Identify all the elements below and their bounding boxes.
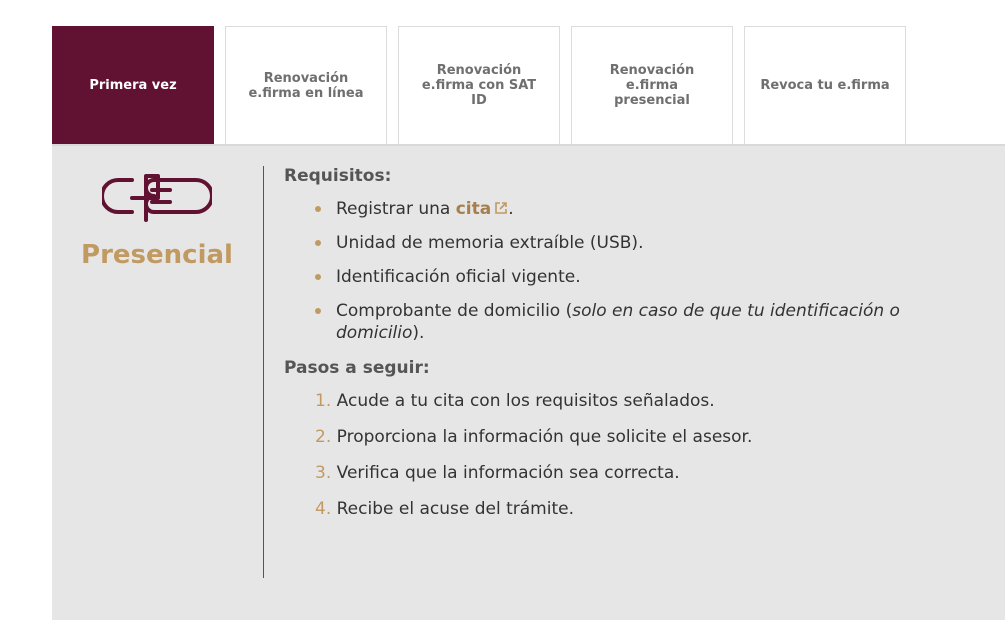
external-link-icon[interactable] bbox=[494, 201, 508, 215]
handshake-icon bbox=[102, 168, 212, 224]
content-column bbox=[284, 166, 1005, 534]
side-title: Presencial bbox=[81, 240, 233, 270]
pasos-list bbox=[284, 390, 1005, 520]
pasos-title: Pasos a seguir: bbox=[284, 358, 430, 378]
tab-renovacion-en-linea[interactable]: Renovación e.firma en línea bbox=[225, 26, 387, 144]
side-column bbox=[52, 168, 262, 270]
tab-renovacion-presencial[interactable]: Renovación e.firma presencial bbox=[571, 26, 733, 144]
cita-link[interactable]: cita bbox=[455, 199, 492, 219]
requisitos-title: Requisitos: bbox=[284, 166, 392, 186]
list-item: Identificación oficial vigente. bbox=[284, 266, 1005, 288]
tab-revoca-efirma[interactable]: Revoca tu e.firma bbox=[744, 26, 906, 144]
content-panel bbox=[52, 146, 1005, 620]
list-item: 3. Verifica que la información sea correcta. bbox=[315, 463, 680, 483]
list-item: 2. Proporciona la información que solicite el asesor. bbox=[315, 427, 753, 447]
list-item: 4. Recibe el acuse del trámite. bbox=[315, 499, 574, 519]
tab-renovacion-sat-id[interactable]: Renovación e.firma con SAT ID bbox=[398, 26, 560, 144]
list-item: Unidad de memoria extraíble (USB). bbox=[284, 232, 1005, 254]
tab-bar bbox=[52, 26, 1005, 146]
list-item: 1. Acude a tu cita con los requisitos señalados. bbox=[315, 391, 715, 411]
vertical-divider bbox=[263, 166, 264, 578]
tab-primera-vez[interactable]: Primera vez bbox=[52, 26, 214, 144]
requisitos-list bbox=[284, 198, 1005, 344]
list-item: Comprobante de domicilio (solo en caso de que tu identificación o domicilio). bbox=[284, 300, 1005, 344]
list-item: Registrar una cita . bbox=[284, 198, 1005, 220]
